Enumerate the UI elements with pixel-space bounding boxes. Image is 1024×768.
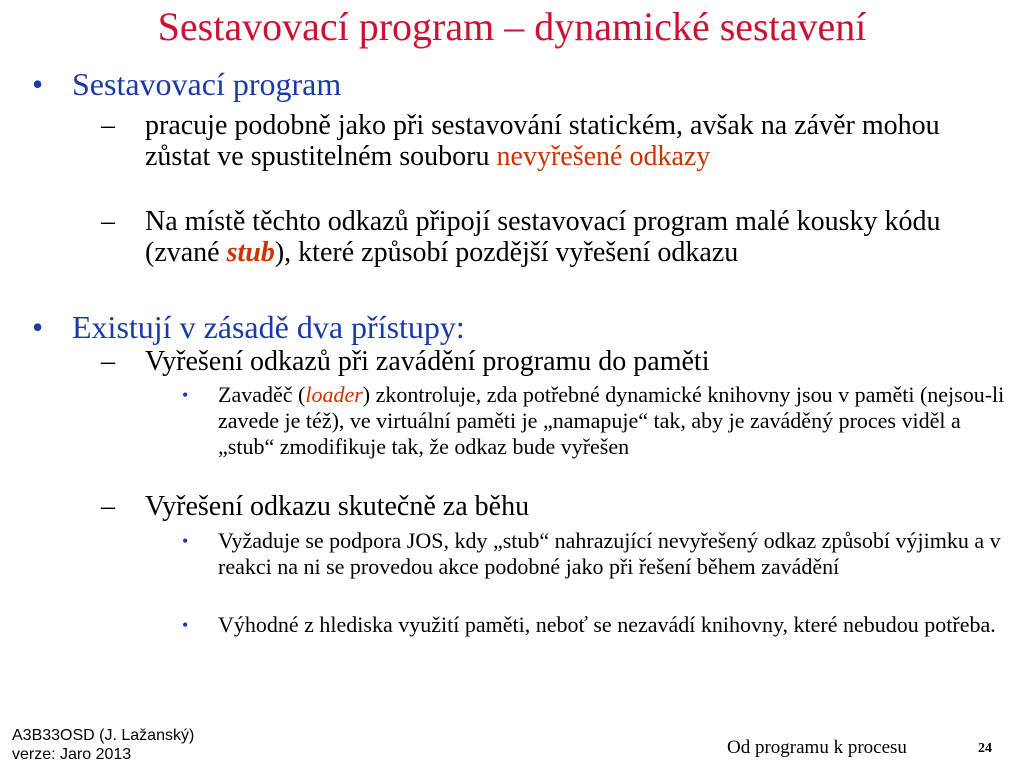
sub-bullet-text: Na místě těchto odkazů připojí sestavovací program malé kousky kódu (zvané — [145, 206, 941, 268]
sub-bullet-text: pracuje podobně jako při sestavování statickém, avšak na závěr mohou zůstat ve spustitelném souboru — [145, 110, 940, 172]
bullet-text: Sestavovací program — [72, 66, 342, 102]
sub-sub-bullet-item — [182, 612, 1008, 638]
sub-bullet-text: ), které způsobí pozdější vyřešení odkazu — [274, 237, 739, 268]
bullet-text: Existují v zásadě dva přístupy: — [72, 309, 465, 345]
highlighted-term: nevyřešené odkazy — [496, 141, 711, 172]
sub-bullet-item — [101, 491, 965, 522]
dash-marker: – — [101, 491, 115, 522]
bullet-marker: • — [182, 615, 189, 635]
bullet-item — [32, 66, 1002, 102]
sub-bullet-text: Vyřešení odkazů při zavádění programu do paměti — [145, 346, 710, 377]
footer-course-info — [12, 726, 194, 764]
sub-bullet-item — [101, 110, 965, 172]
footer-version: verze: Jaro 2013 — [12, 746, 132, 763]
slide-title: Sestavovací program – dynamické sestavení — [157, 4, 867, 49]
footer-title: Od programu k procesu — [727, 737, 907, 758]
highlighted-term: stub — [226, 237, 275, 268]
sub-bullet-text: Vyřešení odkazu skutečně za běhu — [145, 491, 530, 522]
bullet-marker: • — [32, 66, 44, 102]
sub-sub-bullet-text: Výhodné z hlediska využití paměti, neboť se nezavádí knihovny, které nebudou potřeba. — [218, 612, 996, 637]
sub-sub-bullet-item — [182, 382, 1008, 460]
bullet-marker: • — [182, 531, 189, 551]
sub-sub-bullet-text: Zavaděč ( — [218, 382, 306, 407]
sub-bullet-item — [101, 206, 965, 268]
bullet-marker: • — [32, 309, 44, 345]
bullet-item — [32, 309, 1002, 345]
sub-bullet-item — [101, 346, 965, 377]
sub-sub-bullet-item — [182, 528, 1008, 580]
dash-marker: – — [101, 110, 115, 141]
dash-marker: – — [101, 206, 115, 237]
page-number: 24 — [978, 741, 992, 756]
footer-course: A3B33OSD (J. Lažanský) — [12, 727, 195, 744]
highlighted-term: loader — [305, 382, 363, 407]
bullet-marker: • — [182, 385, 189, 405]
sub-sub-bullet-text: Vyžaduje se podpora JOS, kdy „stub“ nahrazující nevyřešený odkaz způsobí výjimku a v reakci na ni se provedou akce podobné jako při řešení během zavádění — [218, 528, 1001, 579]
dash-marker: – — [101, 346, 115, 377]
sub-sub-bullet-text: ) zkontroluje, zda potřebné dynamické knihovny jsou v paměti (nejsou-li zavede je též), ve virtuální paměti je „namapuje“ tak, aby je zaváděný proces viděl a „stub“ zmodifikuje tak, že odkaz bude vyřešen — [218, 382, 1005, 459]
